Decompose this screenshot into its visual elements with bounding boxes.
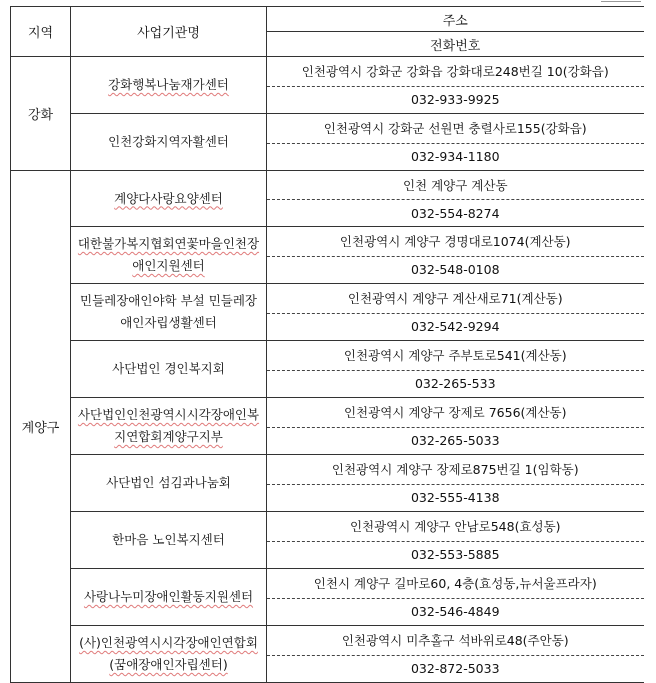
org-name: 강화행복나눔재가센터 [108, 77, 229, 92]
header-phone: 전화번호 [267, 32, 644, 57]
org-cell [71, 455, 267, 512]
table-row [11, 569, 644, 599]
region-cell: 계양구 [11, 171, 71, 683]
phone-cell: 032-872-5033 [267, 655, 644, 682]
phone-cell: 032-553-5885 [267, 541, 644, 568]
header-row [11, 7, 644, 32]
org-name: 사단법인 경인복지회 [112, 361, 225, 376]
phone-cell: 032-265-5033 [267, 427, 644, 454]
org-name: 인천강화지역자활센터 [108, 134, 229, 149]
org-name: 계양다사랑요양센터 [114, 190, 223, 206]
address-cell: 인천광역시 계양구 경명대로1074(계산동) [267, 227, 644, 257]
table-row [11, 57, 644, 87]
org-name: 사단법인인천광역시시각장애인복지연합회계양구지부 [77, 407, 260, 444]
phone-cell: 032-546-4849 [267, 598, 644, 625]
org-cell [71, 512, 267, 569]
address-cell: 인천광역시 계양구 주부토로541(계산동) [267, 341, 644, 371]
address-cell: 인천광역시 강화군 강화읍 강화대로248번길 10(강화읍) [267, 57, 644, 87]
address-cell: 인천 계양구 계산동 [267, 171, 644, 200]
phone-cell: 032-933-9925 [267, 86, 644, 113]
organization-table [10, 6, 644, 683]
org-name: 대한불가복지협회연꽃마을인천장애인지원센터 [77, 236, 260, 273]
table-row [11, 284, 644, 314]
org-cell [71, 227, 267, 284]
org-cell [71, 398, 267, 455]
address-cell: 인천광역시 계양구 장제로875번길 1(임학동) [267, 455, 644, 485]
table-row [11, 398, 644, 428]
header-org: 사업기관명 [71, 7, 267, 57]
region-cell: 강화 [11, 57, 71, 171]
org-name: 한마음 노인복지센터 [112, 532, 225, 547]
header-region: 지역 [11, 7, 71, 57]
phone-cell: 032-555-4138 [267, 484, 644, 511]
phone-cell: 032-934-1180 [267, 143, 644, 170]
table-row [11, 227, 644, 257]
table-row [11, 341, 644, 371]
phone-cell: 032-554-8274 [267, 200, 644, 227]
address-cell: 인천광역시 계양구 계산새로71(계산동) [267, 284, 644, 314]
address-cell: 인천광역시 강화군 선원면 충렬사로155(강화읍) [267, 114, 644, 144]
table-row [11, 626, 644, 656]
org-name: 사단법인 섬김과나눔회 [106, 475, 231, 490]
table-row [11, 171, 644, 200]
org-name: 민들레장애인야학 부설 민들레장애인자립생활센터 [80, 293, 257, 330]
table-row [11, 455, 644, 485]
address-cell: 인천시 계양구 길마로60, 4층(효성동,뉴서울프라자) [267, 569, 644, 599]
org-cell [71, 57, 267, 114]
phone-cell: 032-548-0108 [267, 256, 644, 283]
org-cell [71, 171, 267, 227]
org-cell [71, 341, 267, 398]
org-cell [71, 569, 267, 626]
address-cell: 인천광역시 계양구 안남로548(효성동) [267, 512, 644, 542]
top-rule [601, 1, 641, 2]
org-cell [71, 114, 267, 171]
phone-cell: 032-542-9294 [267, 313, 644, 340]
org-cell [71, 284, 267, 341]
org-name: (사)인천광역시시각장애인연합회(꿈애장애인자립센터) [79, 635, 258, 672]
table-row [11, 512, 644, 542]
address-cell: 인천광역시 계양구 장제로 7656(계산동) [267, 398, 644, 428]
phone-cell: 032-265-533 [267, 370, 644, 397]
table-row [11, 114, 644, 144]
header-address: 주소 [267, 7, 644, 32]
org-name: 사랑나누미장애인활동지원센터 [83, 589, 254, 604]
address-cell: 인천광역시 미추홀구 석바위로48(주안동) [267, 626, 644, 656]
org-cell [71, 626, 267, 683]
